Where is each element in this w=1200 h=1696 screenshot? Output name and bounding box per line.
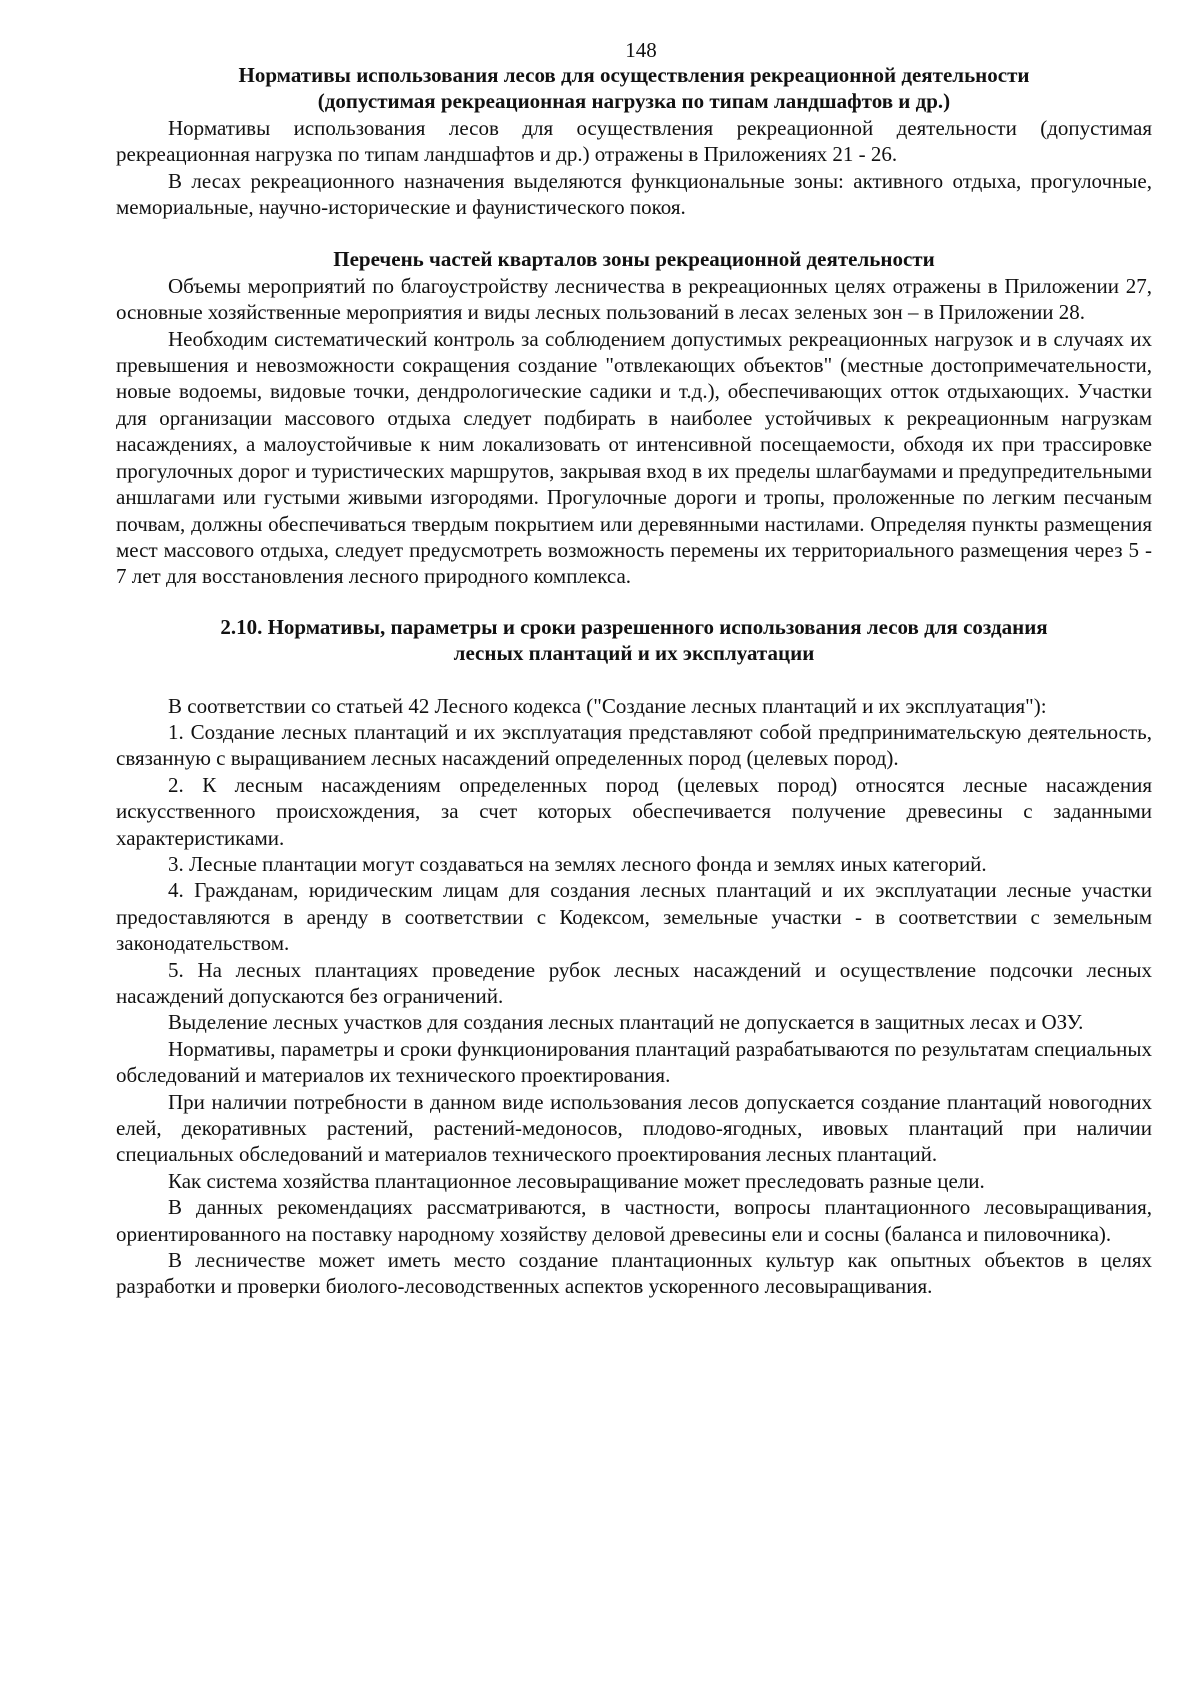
list-item: 5. На лесных плантациях проведение рубок лесных насаждений и осуществление подсочки лесных насаждений допускаются без ограничений.	[116, 957, 1152, 1008]
paragraph: Как система хозяйства плантационное лесовыращивание может преследовать разные цели.	[168, 1168, 985, 1193]
spacer	[116, 667, 1152, 693]
paragraph: В лесничестве может иметь место создание плантационных культур как опытных объектов в целях разработки и проверки биолого-лесоводственных аспектов ускоренного лесовыращивания.	[116, 1248, 1152, 1299]
paragraph: Объемы мероприятий по благоустройству лесничества в рекреационных целях отражены в Приложении 27, основные хозяйственные мероприятия и виды лесных пользований в лесах зеленых зон – в Приложении 28.	[116, 273, 1152, 325]
paragraph: В данных рекомендациях рассматриваются, в частности, вопросы плантационного лесовыращивания, ориентированного на поставку народному хозяйству деловой древесины ели и сосны (баланса и пиловочника).	[116, 1195, 1152, 1246]
paragraph: Необходим систематический контроль за соблюдением допустимых рекреационных нагрузок и в случаях их превышения и невозможности сокращения создание "отвлекающих объектов" (местные достопримечательности, новые водоемы, видовые точки, дендрологические садики и т.д.), обеспечивающих отток отдыхающих. Участки для организации массового отдыха следует подбирать в наиболее устойчивых к рекреационным нагрузкам насаждениях, а малоустойчивые к ним локализовать от интенсивной посещаемости, обходя их при трассировке прогулочных дорог и туристических маршрутов, закрывая вход в их пределы шлагбаумами и предупредительными аншлагами или густыми живыми изгородями. Прогулочные дороги и тропы, проложенные по легким песчаным почвам, должны обеспечиваться твердым покрытием или деревянными настилами. Определяя пункты размещения мест массового отдыха, следует предусмотреть возможность перемены их территориального размещения через 5 - 7 лет для восстановления лесного природного комплекса.	[116, 326, 1152, 589]
heading-line: лесных плантаций и их эксплуатации	[453, 641, 815, 666]
paragraph: В соответствии со статьей 42 Лесного кодекса ("Создание лесных плантаций и их эксплуатация"):	[168, 693, 1047, 718]
list-item: 1. Создание лесных плантаций и их эксплуатация представляют собой предпринимательскую деятельность, связанную с выращиванием лесных насаждений определенных пород (целевых пород).	[116, 719, 1152, 771]
section-heading-recreation-zone-list: Перечень частей кварталов зоны рекреационной деятельности	[333, 247, 935, 272]
heading-line: Нормативы использования лесов для осуществления рекреационной деятельности	[238, 63, 1030, 87]
list-item: 4. Гражданам, юридическим лицам для создания лесных плантаций и их эксплуатации лесные участки предоставляются в аренду в соответствии с Кодексом, земельные участки - в соответствии с земельным законодательством.	[116, 878, 1152, 956]
spacer	[116, 220, 1152, 246]
list-item: 2. К лесным насаждениям определенных пород (целевых пород) относятся лесные насаждения искусственного происхождения, за счет которых обеспечивается получение древесины с заданными характеристиками.	[116, 772, 1152, 850]
paragraph: В лесах рекреационного назначения выделяются функциональные зоны: активного отдыха, прогулочные, мемориальные, научно-исторические и фаунистического покоя.	[116, 168, 1152, 220]
paragraph: Выделение лесных участков для создания лесных плантаций не допускается в защитных лесах и ОЗУ.	[168, 1010, 1084, 1035]
spacer	[116, 590, 1152, 614]
heading-line: (допустимая рекреационная нагрузка по типам ландшафтов и др.)	[317, 89, 951, 114]
paragraph: Нормативы использования лесов для осуществления рекреационной деятельности (допустимая рекреационная нагрузка по типам ландшафтов и др.) отражены в Приложениях 21 - 26.	[116, 115, 1152, 167]
document-page	[116, 38, 1152, 1300]
section-heading-recreation-norms	[116, 62, 1152, 115]
section-heading-forest-plantations	[116, 614, 1152, 667]
paragraph: При наличии потребности в данном виде использования лесов допускается создание плантаций новогодних елей, декоративных растений, растений-медоносов, плодово-ягодных, ивовых плантаций при наличии специальных обследований и материалов технического проектирования лесных плантаций.	[116, 1089, 1152, 1167]
heading-line: 2.10. Нормативы, параметры и сроки разрешенного использования лесов для создания	[220, 614, 1048, 639]
paragraph: Нормативы, параметры и сроки функционирования плантаций разрабатываются по результатам специальных обследований и материалов их технического проектирования.	[116, 1036, 1152, 1088]
list-item: 3. Лесные плантации могут создаваться на землях лесного фонда и землях иных категорий.	[168, 851, 987, 876]
page-number: 148	[625, 38, 657, 62]
